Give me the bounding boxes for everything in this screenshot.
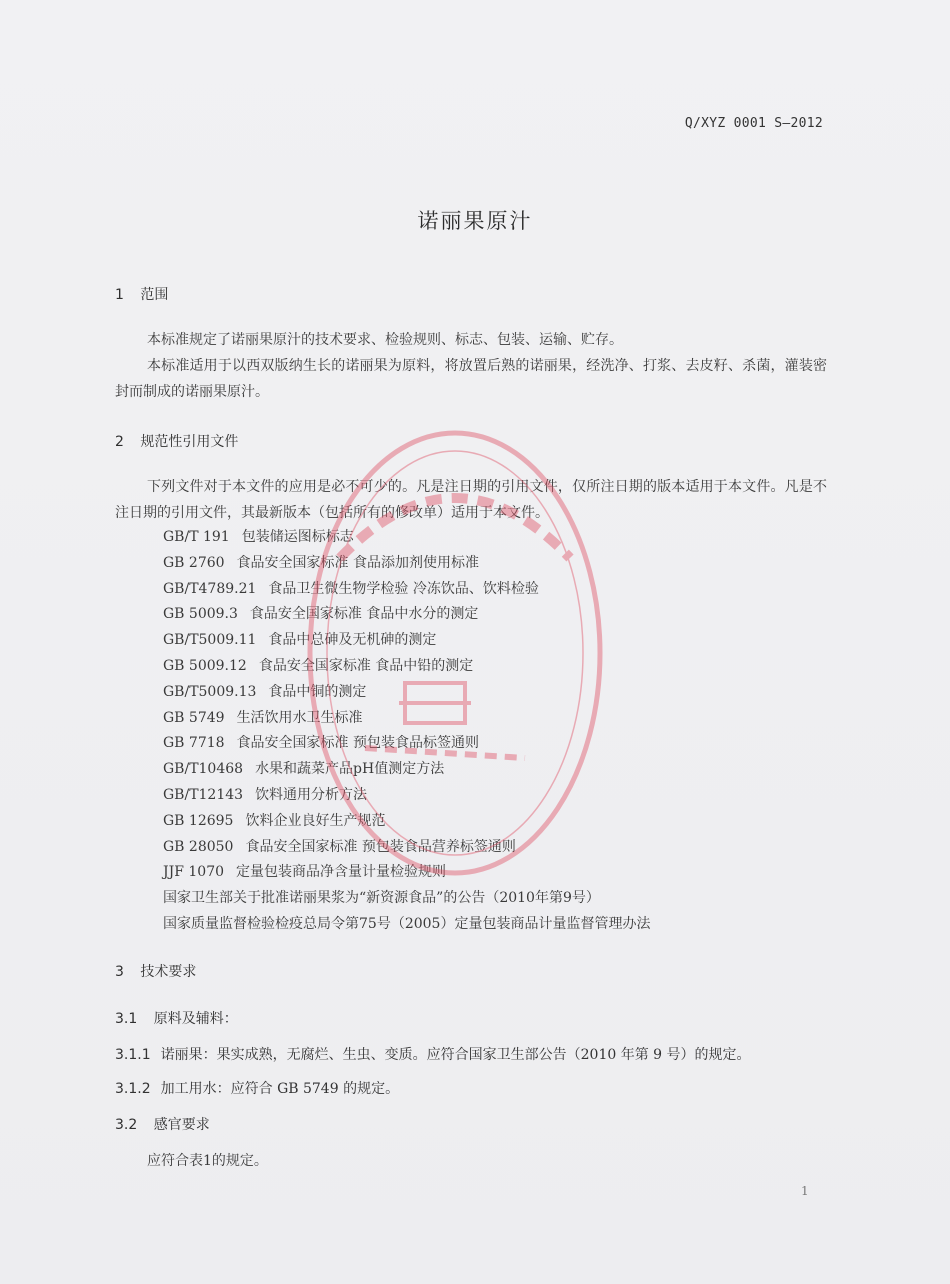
reference-title: 国家卫生部关于批准诺丽果浆为“新资源食品”的公告（2010年第9号） xyxy=(163,890,600,907)
section-title: 规范性引用文件 xyxy=(140,434,239,450)
reference-title: 水果和蔬菜产品pH值测定方法 xyxy=(255,761,445,778)
reference-item xyxy=(163,886,650,912)
clause-text: GB 5749 的规定。 xyxy=(272,1081,400,1097)
section-heading-references xyxy=(115,431,238,451)
paragraph: 应符合表1的规定。 xyxy=(147,1153,268,1169)
reference-code: GB/T5009.13 xyxy=(163,683,257,700)
paragraph: 下列文件对于本文件的应用是必不可少的。凡是注日期的引用文件，仅所注日期的版本适用于本文件。凡是不注日期的引用文件，其最新版本（包括所有的修改单）适用于本文件。 xyxy=(115,479,827,521)
reference-title: 食品安全国家标准 预包装食品标签通则 xyxy=(236,735,480,752)
clause-3-1-1 xyxy=(115,1044,751,1064)
document-title: 诺丽果原汁 xyxy=(417,209,533,233)
clause-number: 3.1.2 xyxy=(115,1081,151,1097)
reference-item xyxy=(163,912,650,938)
reference-item xyxy=(163,680,650,706)
reference-item xyxy=(163,757,650,783)
section-number: 3 xyxy=(115,964,124,980)
reference-title: 饮料企业良好生产规范 xyxy=(245,812,386,829)
reference-item xyxy=(163,860,650,886)
reference-title: 饮料通用分析方法 xyxy=(255,786,368,803)
reference-code: GB 2760 xyxy=(163,554,225,571)
document-code: Q/XYZ 0001 S—2012 xyxy=(684,116,823,131)
paragraph: 本标准规定了诺丽果原汁的技术要求、检验规则、标志、包装、运输、贮存。 xyxy=(147,332,623,348)
reference-list xyxy=(163,525,650,938)
reference-title: 食品中总砷及无机砷的测定 xyxy=(268,632,437,649)
reference-item xyxy=(163,835,650,861)
reference-item xyxy=(163,706,650,732)
reference-code: GB/T10468 xyxy=(163,761,244,778)
reference-code: GB 5009.3 xyxy=(163,606,238,623)
reference-title: 食品卫生微生物学检验 冷冻饮品、饮料检验 xyxy=(268,580,539,597)
section-title: 范围 xyxy=(140,287,169,303)
clause-label: 加工用水：应符合 xyxy=(160,1081,273,1097)
reference-code: GB/T4789.21 xyxy=(163,580,257,597)
clause-number: 3.1.1 xyxy=(115,1047,151,1063)
reference-code: GB 28050 xyxy=(163,838,234,855)
reference-item xyxy=(163,783,650,809)
reference-code: GB/T 191 xyxy=(163,529,230,545)
reference-title: 国家质量监督检验检疫总局令第75号（2005）定量包装商品计量监督管理办法 xyxy=(163,915,651,932)
reference-title: 食品中铜的测定 xyxy=(268,683,367,700)
clause-text: （2010 年第 9 号）的规定。 xyxy=(566,1047,751,1063)
page-number: 1 xyxy=(801,1184,809,1198)
reference-code: GB 7718 xyxy=(163,735,225,752)
reference-title: 定量包装商品净含量计量检验规则 xyxy=(236,864,447,881)
reference-item xyxy=(163,809,650,835)
reference-title: 生活饮用水卫生标准 xyxy=(236,709,363,726)
subsection-heading-raw-materials xyxy=(115,1008,238,1028)
reference-item xyxy=(163,731,650,757)
reference-title: 食品安全国家标准 食品中水分的测定 xyxy=(249,606,479,623)
reference-code: GB/T12143 xyxy=(163,786,244,803)
reference-code: GB 5749 xyxy=(163,709,225,726)
reference-title: 食品安全国家标准 预包装食品营养标签通则 xyxy=(245,838,516,855)
section-heading-scope xyxy=(115,284,168,304)
reference-code: GB/T5009.11 xyxy=(163,632,257,649)
reference-item xyxy=(163,551,650,577)
reference-code: GB 5009.12 xyxy=(163,657,247,674)
reference-item xyxy=(163,525,650,551)
reference-code: JJF 1070 xyxy=(163,864,225,881)
subsection-title: 感官要求 xyxy=(153,1117,210,1133)
reference-item xyxy=(163,628,650,654)
reference-item xyxy=(163,654,650,680)
subsection-number: 3.1 xyxy=(115,1011,138,1027)
section-heading-technical-requirements xyxy=(115,961,196,981)
subsection-title: 原料及辅料： xyxy=(153,1011,238,1027)
paragraph: 本标准适用于以西双版纳生长的诺丽果为原料，将放置后熟的诺丽果，经洗净、打浆、去皮籽、杀菌，灌装密封而制成的诺丽果原汁。 xyxy=(115,358,827,400)
reference-title: 包装储运图标标志 xyxy=(241,529,354,545)
clause-label: 诺丽果：果实成熟，无腐烂、生虫、变质。应符合国家卫生部公告 xyxy=(160,1047,567,1063)
subsection-number: 3.2 xyxy=(115,1117,138,1133)
reference-item xyxy=(163,577,650,603)
reference-title: 食品安全国家标准 食品中铅的测定 xyxy=(258,657,474,674)
reference-title: 食品安全国家标准 食品添加剂使用标准 xyxy=(236,554,480,571)
reference-item xyxy=(163,602,650,628)
section-number: 2 xyxy=(115,434,124,450)
clause-3-1-2 xyxy=(115,1078,399,1098)
subsection-heading-sensory xyxy=(115,1114,210,1134)
section-number: 1 xyxy=(115,287,124,303)
section-title: 技术要求 xyxy=(140,964,197,980)
reference-code: GB 12695 xyxy=(163,812,234,829)
